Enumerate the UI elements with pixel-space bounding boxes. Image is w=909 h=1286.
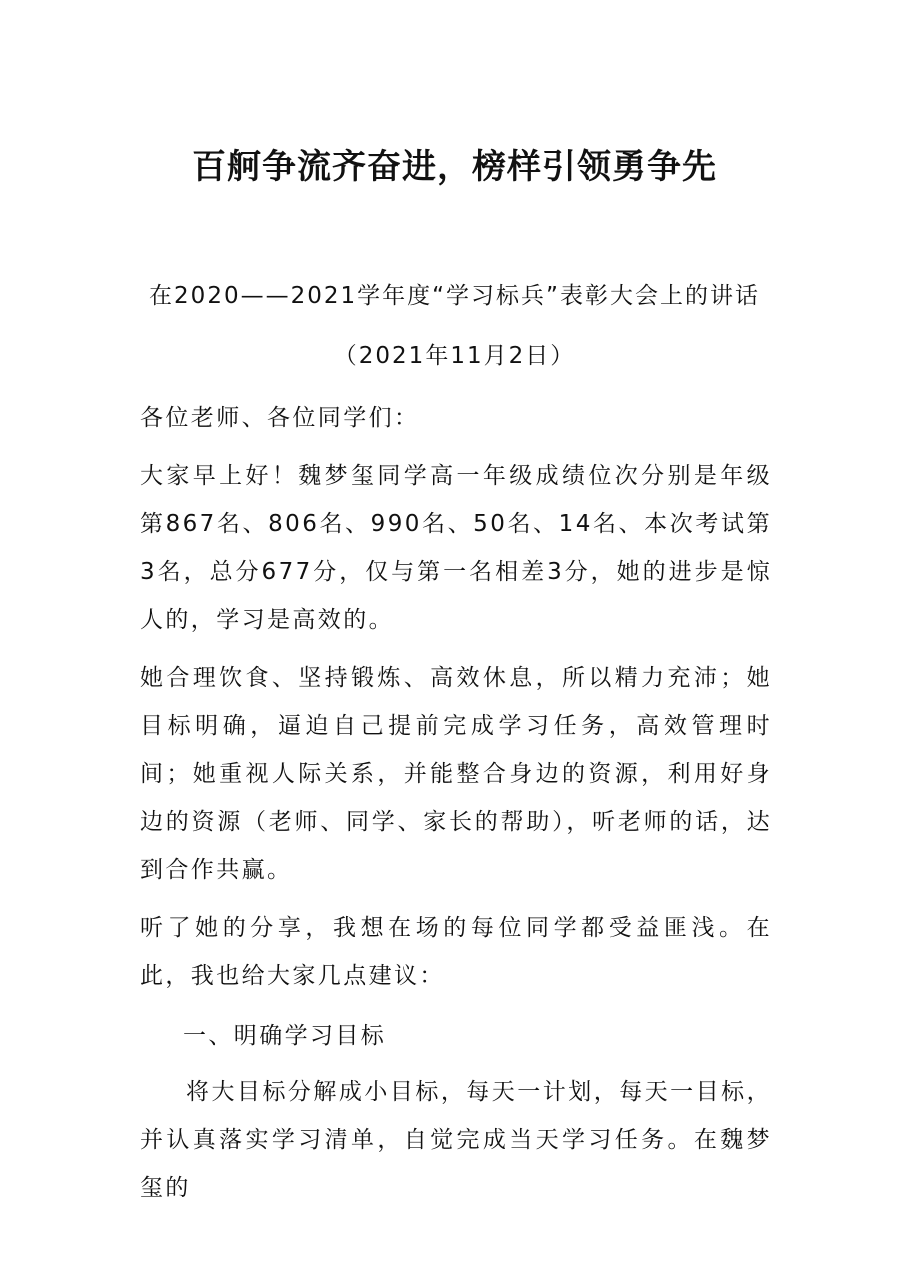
speech-date: （2021年11月2日） (333, 343, 576, 369)
document-title: 百舸争流齐奋进，榜样引领勇争先 (192, 147, 717, 187)
paragraph-3: 听了她的分享，我想在场的每位同学都受益匪浅。在此，我也给大家几点建议： (140, 915, 772, 989)
speech-subtitle: 在2020——2021学年度“学习标兵”表彰大会上的讲话 (149, 283, 760, 309)
section-heading-1: 一、明确学习目标 (183, 1023, 387, 1049)
paragraph-2: 她合理饮食、坚持锻炼、高效休息，所以精力充沛；她目标明确，逼迫自己提前完成学习任务，高效管理时间；她重视人际关系，并能整合身边的资源，利用好身边的资源（老师、同学、家长的帮助），听老师的话，达到合作共赢。 (140, 665, 772, 883)
section-1-paragraph: 将大目标分解成小目标，每天一计划，每天一目标，并认真落实学习清单，自觉完成当天学习任务。在魏梦玺的 (140, 1079, 772, 1201)
paragraph-1: 大家早上好！魏梦玺同学高一年级成绩位次分别是年级第867名、806名、990名、50名、14名、本次考试第3名，总分677分，仅与第一名相差3分，她的进步是惊人的，学习是高效的。 (140, 463, 772, 633)
greeting: 各位老师、各位同学们： (140, 405, 420, 431)
